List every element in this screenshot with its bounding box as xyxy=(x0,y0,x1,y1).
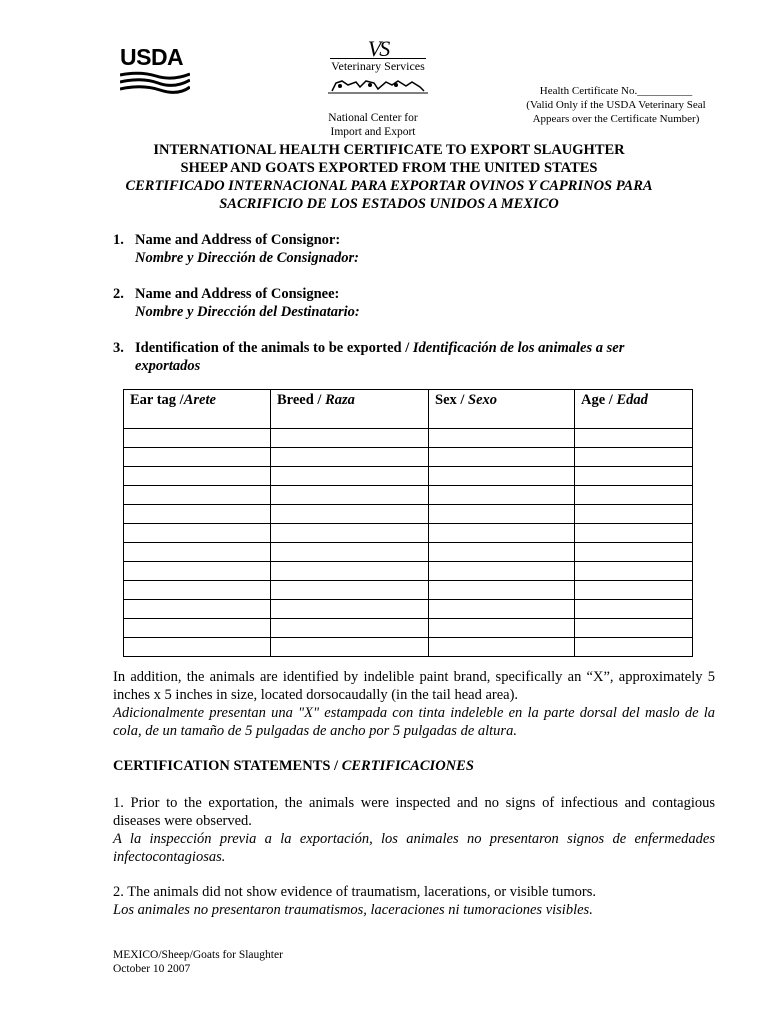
table-row xyxy=(124,619,693,638)
identification-label-en: Identification of the animals to be exported / xyxy=(135,340,410,356)
document-title xyxy=(80,141,698,213)
table-cell[interactable] xyxy=(575,467,693,486)
section-consignee xyxy=(113,285,360,321)
table-cell[interactable] xyxy=(271,448,429,467)
table-row xyxy=(124,562,693,581)
consignee-label-es: Nombre y Dirección del Destinatario: xyxy=(135,304,360,320)
table-cell[interactable] xyxy=(124,429,271,448)
table-cell[interactable] xyxy=(271,429,429,448)
animals-silhouette-icon xyxy=(326,73,430,95)
certification-heading xyxy=(113,758,474,775)
center-name-line1: National Center for xyxy=(328,112,418,124)
certification-statement-2 xyxy=(113,883,715,919)
identification-label-es-b: exportados xyxy=(135,358,201,374)
section-number: 2. xyxy=(113,286,124,302)
column-header-age: Age / Edad xyxy=(575,390,693,429)
table-cell[interactable] xyxy=(575,429,693,448)
table-cell[interactable] xyxy=(575,543,693,562)
consignor-label-es: Nombre y Dirección de Consignador: xyxy=(135,250,359,266)
table-cell[interactable] xyxy=(429,467,575,486)
vs-logo xyxy=(326,36,430,110)
table-cell[interactable] xyxy=(124,543,271,562)
health-certificate-number xyxy=(516,84,716,126)
table-cell[interactable] xyxy=(575,581,693,600)
title-es-line1: CERTIFICADO INTERNACIONAL PARA EXPORTAR OVINOS Y CAPRINOS PARA xyxy=(125,178,653,194)
table-cell[interactable] xyxy=(429,448,575,467)
title-en-line2: SHEEP AND GOATS EXPORTED FROM THE UNITED STATES xyxy=(180,160,598,176)
column-header-sex: Sex / Sexo xyxy=(429,390,575,429)
table-row xyxy=(124,448,693,467)
center-name xyxy=(300,111,446,139)
statement-2-en: 2. The animals did not show evidence of traumatism, lacerations, or visible tumors. xyxy=(113,884,596,900)
column-header-ear-tag: Ear tag /Arete xyxy=(124,390,271,429)
vs-logo-text: Veterinary Services xyxy=(331,59,425,73)
paint-brand-paragraph xyxy=(113,668,715,740)
table-cell[interactable] xyxy=(575,486,693,505)
table-cell[interactable] xyxy=(429,638,575,657)
statement-1-es: A la inspección previa a la exportación, los animales no presentaron signos de enfermedades infectocontagiosas. xyxy=(113,831,715,865)
usda-logo-text: USDA xyxy=(120,44,184,70)
table-row xyxy=(124,486,693,505)
identification-label-es-a: Identificación de los animales a ser xyxy=(412,340,625,356)
table-cell[interactable] xyxy=(429,505,575,524)
table-cell[interactable] xyxy=(429,562,575,581)
table-row xyxy=(124,581,693,600)
table-cell[interactable] xyxy=(271,562,429,581)
document-footer xyxy=(113,948,283,976)
table-cell[interactable] xyxy=(575,562,693,581)
table-row xyxy=(124,600,693,619)
center-name-line2: Import and Export xyxy=(330,126,416,138)
table-cell[interactable] xyxy=(271,524,429,543)
footer-form-name: MEXICO/Sheep/Goats for Slaughter xyxy=(113,949,283,961)
table-cell[interactable] xyxy=(429,524,575,543)
table-row xyxy=(124,429,693,448)
table-row xyxy=(124,543,693,562)
table-cell[interactable] xyxy=(124,581,271,600)
section-number: 3. xyxy=(113,340,124,356)
table-cell[interactable] xyxy=(271,581,429,600)
certification-statement-1 xyxy=(113,794,715,866)
table-cell[interactable] xyxy=(575,524,693,543)
table-header-row xyxy=(124,390,693,429)
table-cell[interactable] xyxy=(124,448,271,467)
table-cell[interactable] xyxy=(124,638,271,657)
table-cell[interactable] xyxy=(271,619,429,638)
table-row xyxy=(124,467,693,486)
table-cell[interactable] xyxy=(429,543,575,562)
table-cell[interactable] xyxy=(429,600,575,619)
animal-identification-table xyxy=(123,389,693,657)
statement-2-es: Los animales no presentaron traumatismos, laceraciones ni tumoraciones visibles. xyxy=(113,902,593,918)
table-cell[interactable] xyxy=(575,638,693,657)
table-cell[interactable] xyxy=(124,505,271,524)
table-cell[interactable] xyxy=(124,486,271,505)
section-consignor xyxy=(113,231,359,267)
table-cell[interactable] xyxy=(271,638,429,657)
section-number: 1. xyxy=(113,232,124,248)
consignee-label-en: Name and Address of Consignee: xyxy=(135,286,340,302)
table-cell[interactable] xyxy=(429,486,575,505)
paint-brand-text-en: In addition, the animals are identified by indelible paint brand, specifically an “X”, approximately 5 inches x 5 inches in size, located dorsocaudally (in the tail head area). xyxy=(113,669,715,703)
table-cell[interactable] xyxy=(271,467,429,486)
section-identification xyxy=(113,339,693,375)
consignor-label-en: Name and Address of Consignor: xyxy=(135,232,341,248)
column-header-breed: Breed / Raza xyxy=(271,390,429,429)
usda-logo xyxy=(120,46,190,96)
table-cell[interactable] xyxy=(575,448,693,467)
table-cell[interactable] xyxy=(429,429,575,448)
table-row xyxy=(124,524,693,543)
health-cert-label: Health Certificate No.__________ xyxy=(539,85,693,97)
table-cell[interactable] xyxy=(271,486,429,505)
table-row xyxy=(124,505,693,524)
table-cell[interactable] xyxy=(271,543,429,562)
usda-landscape-icon xyxy=(120,71,190,95)
certification-heading-es: CERTIFICACIONES xyxy=(341,758,474,774)
table-cell[interactable] xyxy=(124,619,271,638)
table-row xyxy=(124,638,693,657)
table-cell[interactable] xyxy=(124,562,271,581)
table-cell[interactable] xyxy=(271,600,429,619)
table-cell[interactable] xyxy=(124,600,271,619)
vs-logo-mark: VS xyxy=(330,40,426,59)
footer-date: October 10 2007 xyxy=(113,963,191,975)
table-cell[interactable] xyxy=(575,505,693,524)
table-cell[interactable] xyxy=(575,600,693,619)
title-en-line1: INTERNATIONAL HEALTH CERTIFICATE TO EXPORT SLAUGHTER xyxy=(153,142,625,158)
table-cell[interactable] xyxy=(429,619,575,638)
title-es-line2: SACRIFICIO DE LOS ESTADOS UNIDOS A MEXICO xyxy=(219,196,559,212)
certification-heading-en: CERTIFICATION STATEMENTS / xyxy=(113,758,339,774)
statement-1-en: 1. Prior to the exportation, the animals were inspected and no signs of infectious and contagious diseases were observed. xyxy=(113,795,715,829)
table-cell[interactable] xyxy=(429,581,575,600)
table-cell[interactable] xyxy=(124,524,271,543)
health-cert-note-line2: Appears over the Certificate Number) xyxy=(532,113,700,125)
health-cert-note-line1: (Valid Only if the USDA Veterinary Seal xyxy=(526,99,706,111)
table-cell[interactable] xyxy=(575,619,693,638)
paint-brand-text-es: Adicionalmente presentan una "X" estampada con tinta indeleble en la parte dorsal del maslo de la cola, de un tamaño de 5 pulgadas de ancho por 5 pulgadas de altura. xyxy=(113,705,715,739)
table-cell[interactable] xyxy=(124,467,271,486)
table-cell[interactable] xyxy=(271,505,429,524)
